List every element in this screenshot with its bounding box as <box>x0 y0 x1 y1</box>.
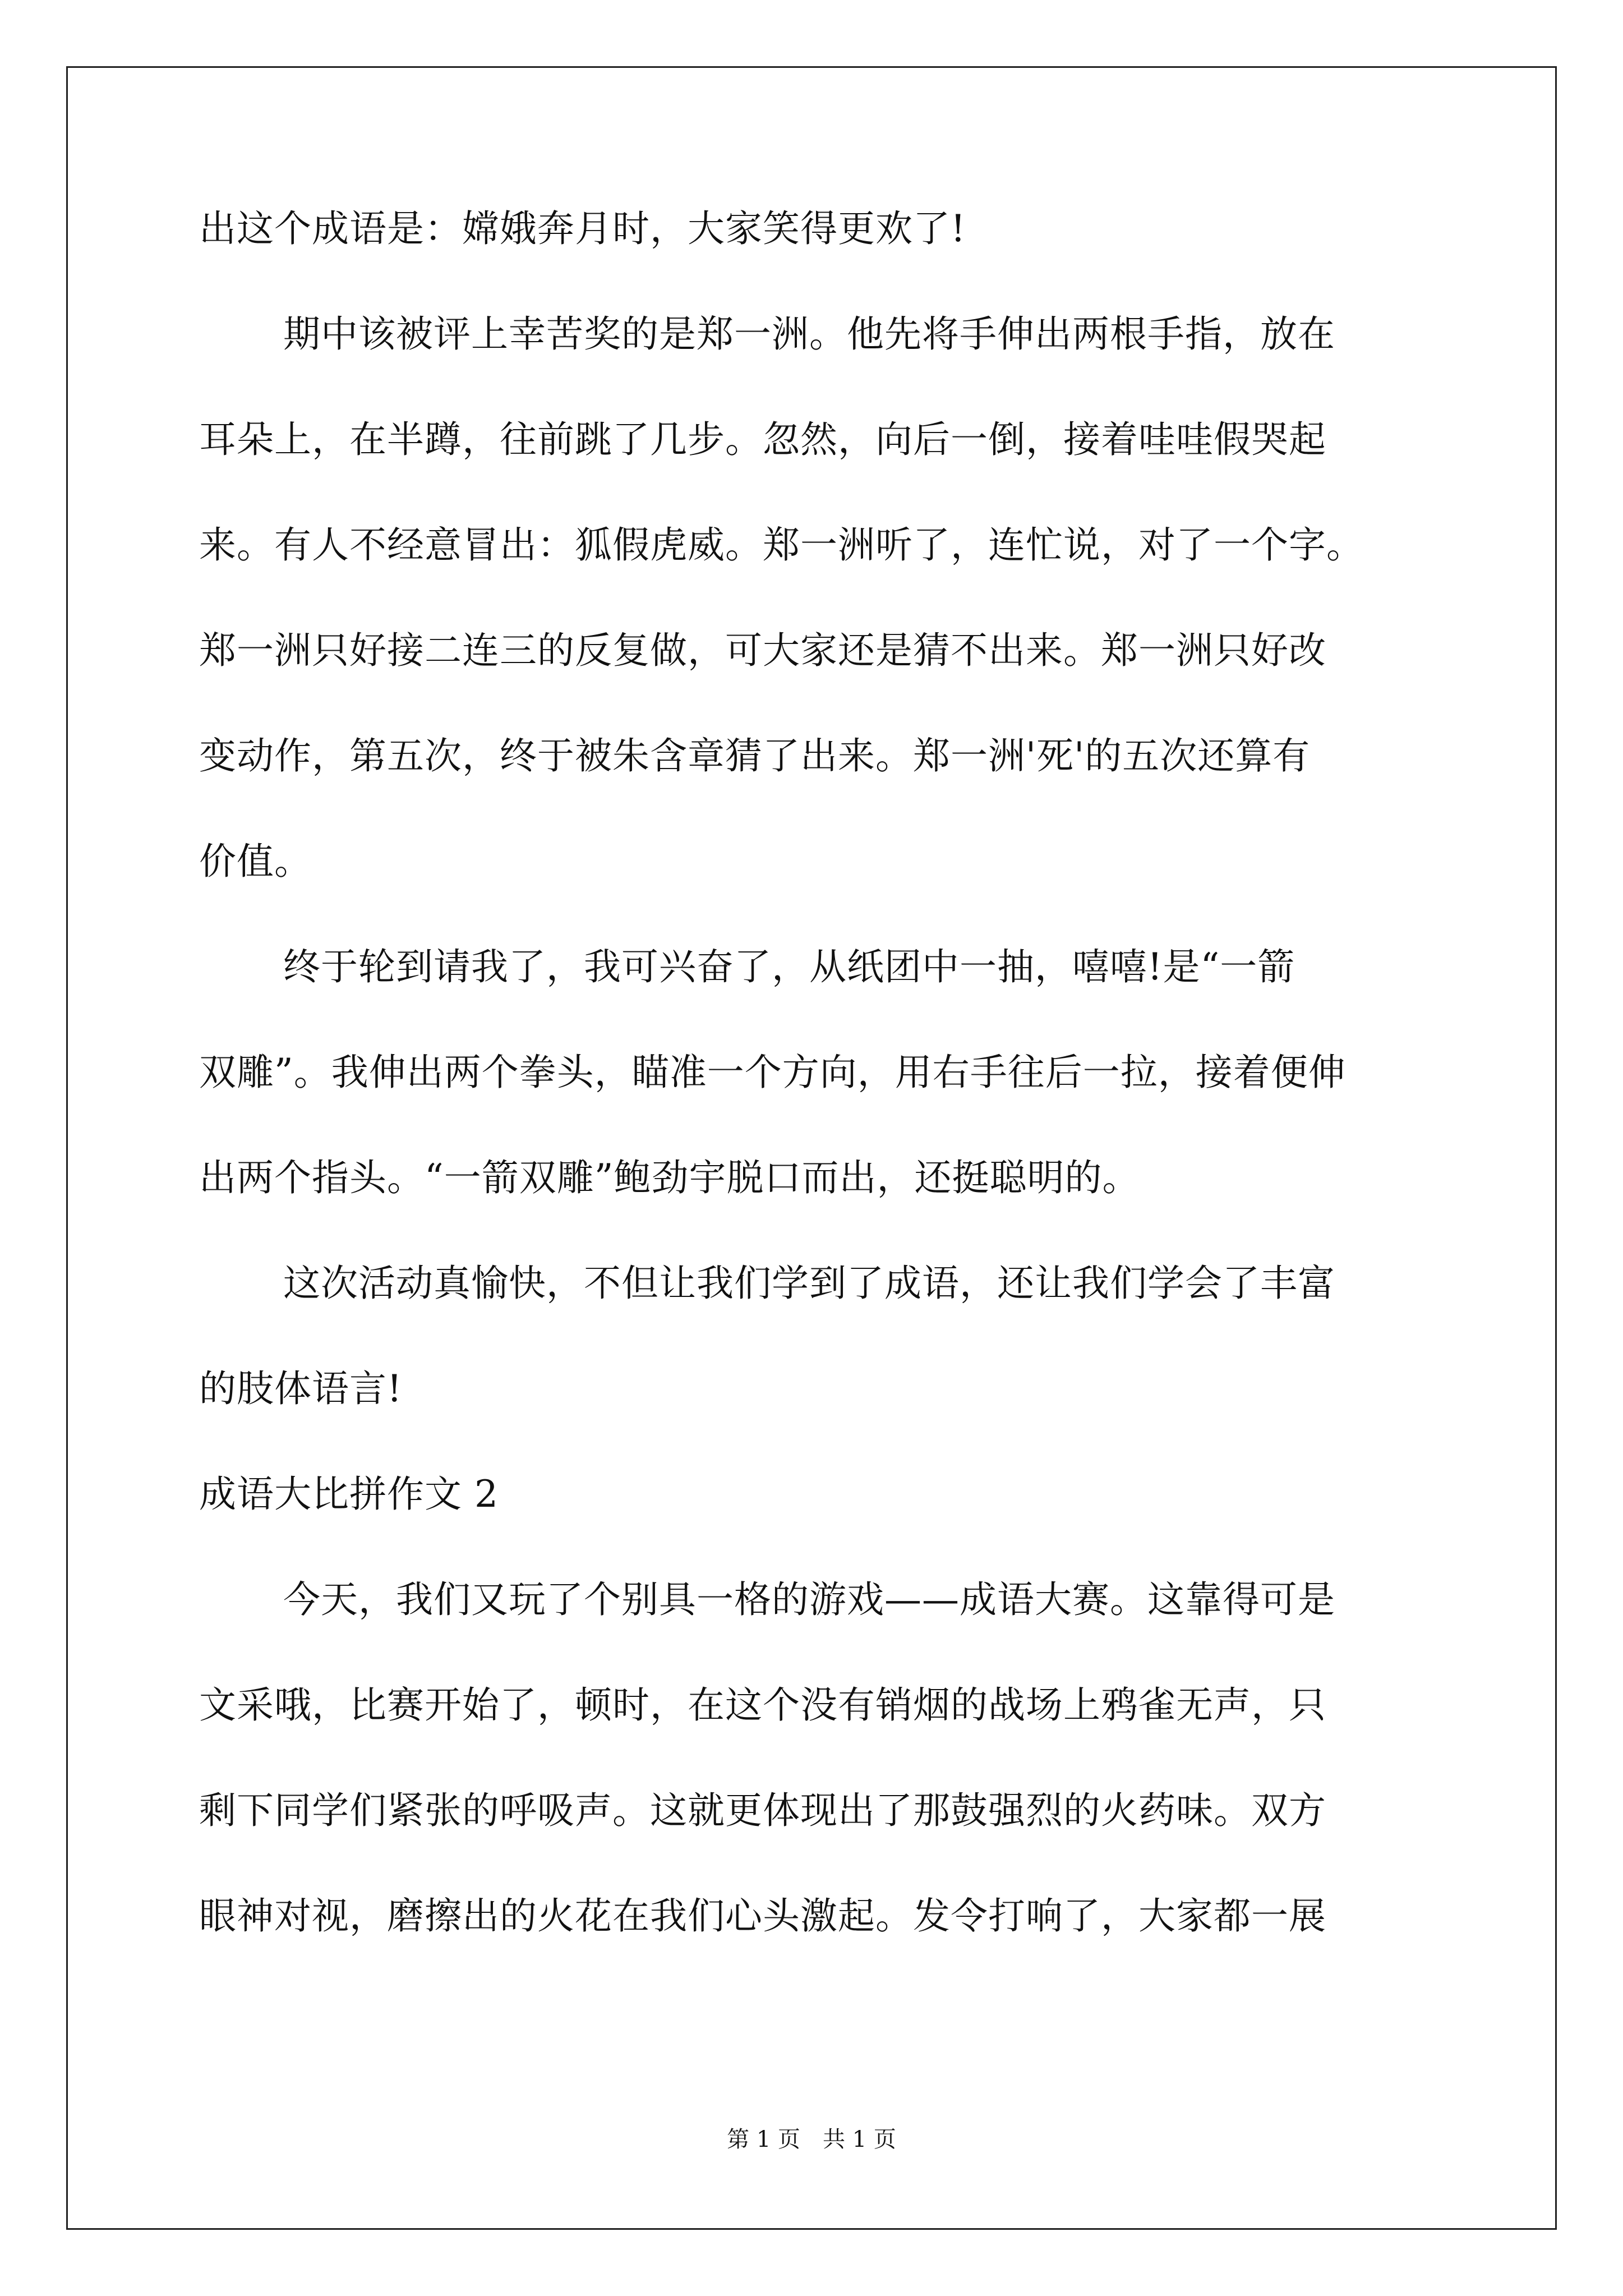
text-line: 剩下同学们紧张的呼吸声。这就更体现出了那鼓强烈的火药味。双方 <box>199 1789 1326 1832</box>
text-line: 郑一洲只好接二连三的反复做，可大家还是猜不出来。郑一洲只好改 <box>199 629 1326 672</box>
text-line: 变动作，第五次，终于被朱含章猜了出来。郑一洲'死'的五次还算有 <box>199 734 1311 777</box>
text-line: 眼神对视，磨擦出的火花在我们心头激起。发令打响了，大家都一展 <box>199 1894 1326 1938</box>
text-line: 出两个指头。“一箭双雕”鲍劲宇脱口而出，还挺聪明的。 <box>199 1156 1140 1199</box>
section-heading: 成语大比拼作文 2 <box>199 1473 499 1516</box>
paragraph-first-line: 期中该被评上幸苦奖的是郑一洲。他先将手伸出两根手指，放在 <box>283 312 1335 356</box>
text-line: 的肢体语言! <box>199 1367 403 1410</box>
text-line: 出这个成语是：嫦娥奔月时，大家笑得更欢了! <box>199 207 966 250</box>
page-number-footer: 第 1 页 共 1 页 <box>727 2127 896 2152</box>
paragraph-first-line: 终于轮到请我了，我可兴奋了，从纸团中一抽，嘻嘻!是“一箭 <box>283 945 1295 988</box>
text-line: 价值。 <box>199 840 312 883</box>
paragraph-first-line: 今天，我们又玩了个别具一格的游戏——成语大赛。这靠得可是 <box>283 1578 1335 1621</box>
text-line: 耳朵上，在半蹲，往前跳了几步。忽然，向后一倒，接着哇哇假哭起 <box>199 418 1326 461</box>
text-line: 文采哦，比赛开始了，顿时，在这个没有销烟的战场上鸦雀无声，只 <box>199 1683 1326 1727</box>
text-line: 来。有人不经意冒出：狐假虎威。郑一洲听了，连忙说，对了一个字。 <box>199 523 1364 567</box>
text-line: 双雕”。我伸出两个拳头，瞄准一个方向，用右手往后一拉，接着便伸 <box>199 1051 1346 1094</box>
paragraph-first-line: 这次活动真愉快，不但让我们学到了成语，还让我们学会了丰富 <box>283 1262 1335 1305</box>
